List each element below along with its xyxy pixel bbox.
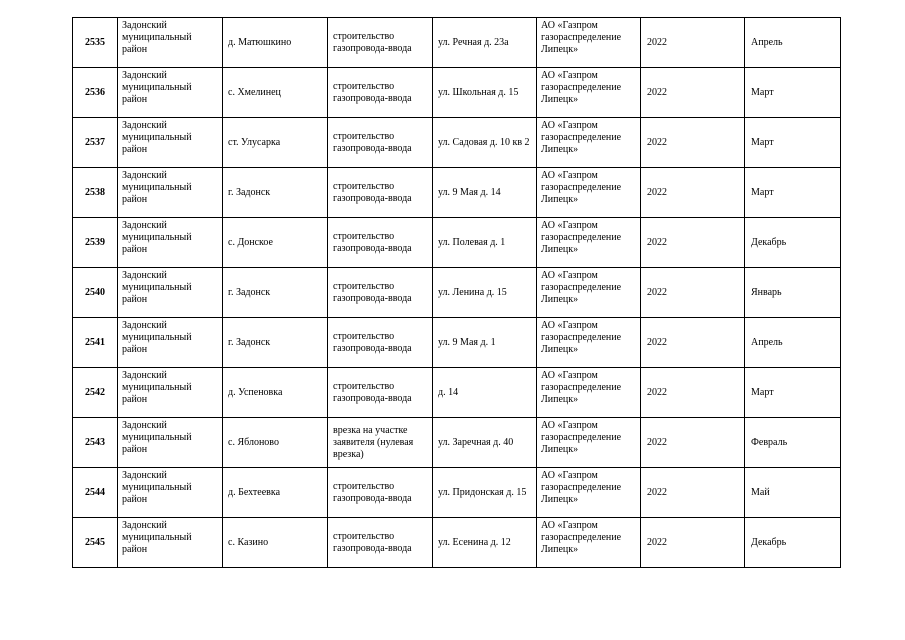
locality-cell: д. Бехтеевка — [223, 468, 328, 518]
table-row — [73, 418, 841, 468]
table-row — [73, 268, 841, 318]
organization-cell: АО «Газпром газораспределение Липецк» — [537, 18, 641, 68]
table-body — [73, 18, 841, 568]
organization-cell: АО «Газпром газораспределение Липецк» — [537, 268, 641, 318]
gas-works-table — [72, 17, 841, 568]
work-type-cell: врезка на участке заявителя (нулевая врезка) — [328, 418, 433, 468]
work-type-cell: строительство газопровода-ввода — [328, 468, 433, 518]
year-cell: 2022 — [641, 418, 745, 468]
organization-cell: АО «Газпром газораспределение Липецк» — [537, 418, 641, 468]
month-cell: Март — [745, 68, 841, 118]
row-number-cell: 2539 — [73, 218, 118, 268]
address-cell: ул. Школьная д. 15 — [433, 68, 537, 118]
locality-cell: д. Матюшкино — [223, 18, 328, 68]
year-cell: 2022 — [641, 518, 745, 568]
address-cell: ул. Садовая д. 10 кв 2 — [433, 118, 537, 168]
locality-cell: г. Задонск — [223, 318, 328, 368]
organization-cell: АО «Газпром газораспределение Липецк» — [537, 68, 641, 118]
row-number-cell: 2540 — [73, 268, 118, 318]
row-number-cell: 2535 — [73, 18, 118, 68]
address-cell: ул. 9 Мая д. 1 — [433, 318, 537, 368]
district-cell: Задонский муниципальный район — [118, 118, 223, 168]
row-number-cell: 2544 — [73, 468, 118, 518]
address-cell: ул. Придонская д. 15 — [433, 468, 537, 518]
year-cell: 2022 — [641, 468, 745, 518]
row-number-cell: 2545 — [73, 518, 118, 568]
locality-cell: с. Яблоново — [223, 418, 328, 468]
address-cell: ул. 9 Мая д. 14 — [433, 168, 537, 218]
row-number-cell: 2542 — [73, 368, 118, 418]
table-row — [73, 468, 841, 518]
year-cell: 2022 — [641, 268, 745, 318]
row-number-cell: 2536 — [73, 68, 118, 118]
month-cell: Апрель — [745, 318, 841, 368]
locality-cell: с. Донское — [223, 218, 328, 268]
month-cell: Декабрь — [745, 518, 841, 568]
organization-cell: АО «Газпром газораспределение Липецк» — [537, 518, 641, 568]
year-cell: 2022 — [641, 118, 745, 168]
table-row — [73, 368, 841, 418]
organization-cell: АО «Газпром газораспределение Липецк» — [537, 218, 641, 268]
organization-cell: АО «Газпром газораспределение Липецк» — [537, 468, 641, 518]
row-number-cell: 2537 — [73, 118, 118, 168]
address-cell: ул. Есенина д. 12 — [433, 518, 537, 568]
address-cell: д. 14 — [433, 368, 537, 418]
row-number-cell: 2541 — [73, 318, 118, 368]
year-cell: 2022 — [641, 368, 745, 418]
locality-cell: г. Задонск — [223, 268, 328, 318]
table-row — [73, 168, 841, 218]
year-cell: 2022 — [641, 68, 745, 118]
work-type-cell: строительство газопровода-ввода — [328, 68, 433, 118]
work-type-cell: строительство газопровода-ввода — [328, 18, 433, 68]
district-cell: Задонский муниципальный район — [118, 318, 223, 368]
table-row — [73, 18, 841, 68]
table-row — [73, 518, 841, 568]
table-row — [73, 218, 841, 268]
table-row — [73, 318, 841, 368]
district-cell: Задонский муниципальный район — [118, 418, 223, 468]
month-cell: Январь — [745, 268, 841, 318]
locality-cell: д. Успеновка — [223, 368, 328, 418]
work-type-cell: строительство газопровода-ввода — [328, 518, 433, 568]
row-number-cell: 2538 — [73, 168, 118, 218]
month-cell: Март — [745, 118, 841, 168]
year-cell: 2022 — [641, 318, 745, 368]
work-type-cell: строительство газопровода-ввода — [328, 368, 433, 418]
district-cell: Задонский муниципальный район — [118, 268, 223, 318]
district-cell: Задонский муниципальный район — [118, 68, 223, 118]
work-type-cell: строительство газопровода-ввода — [328, 318, 433, 368]
organization-cell: АО «Газпром газораспределение Липецк» — [537, 318, 641, 368]
work-type-cell: строительство газопровода-ввода — [328, 268, 433, 318]
address-cell: ул. Речная д. 23а — [433, 18, 537, 68]
work-type-cell: строительство газопровода-ввода — [328, 168, 433, 218]
organization-cell: АО «Газпром газораспределение Липецк» — [537, 118, 641, 168]
month-cell: Декабрь — [745, 218, 841, 268]
locality-cell: с. Хмелинец — [223, 68, 328, 118]
work-type-cell: строительство газопровода-ввода — [328, 118, 433, 168]
locality-cell: г. Задонск — [223, 168, 328, 218]
district-cell: Задонский муниципальный район — [118, 218, 223, 268]
address-cell: ул. Ленина д. 15 — [433, 268, 537, 318]
table-row — [73, 118, 841, 168]
organization-cell: АО «Газпром газораспределение Липецк» — [537, 168, 641, 218]
district-cell: Задонский муниципальный район — [118, 368, 223, 418]
month-cell: Март — [745, 368, 841, 418]
work-type-cell: строительство газопровода-ввода — [328, 218, 433, 268]
month-cell: Май — [745, 468, 841, 518]
address-cell: ул. Заречная д. 40 — [433, 418, 537, 468]
locality-cell: ст. Улусарка — [223, 118, 328, 168]
month-cell: Апрель — [745, 18, 841, 68]
district-cell: Задонский муниципальный район — [118, 168, 223, 218]
locality-cell: с. Казино — [223, 518, 328, 568]
district-cell: Задонский муниципальный район — [118, 18, 223, 68]
address-cell: ул. Полевая д. 1 — [433, 218, 537, 268]
district-cell: Задонский муниципальный район — [118, 468, 223, 518]
organization-cell: АО «Газпром газораспределение Липецк» — [537, 368, 641, 418]
year-cell: 2022 — [641, 218, 745, 268]
district-cell: Задонский муниципальный район — [118, 518, 223, 568]
month-cell: Февраль — [745, 418, 841, 468]
year-cell: 2022 — [641, 18, 745, 68]
table-row — [73, 68, 841, 118]
month-cell: Март — [745, 168, 841, 218]
row-number-cell: 2543 — [73, 418, 118, 468]
year-cell: 2022 — [641, 168, 745, 218]
